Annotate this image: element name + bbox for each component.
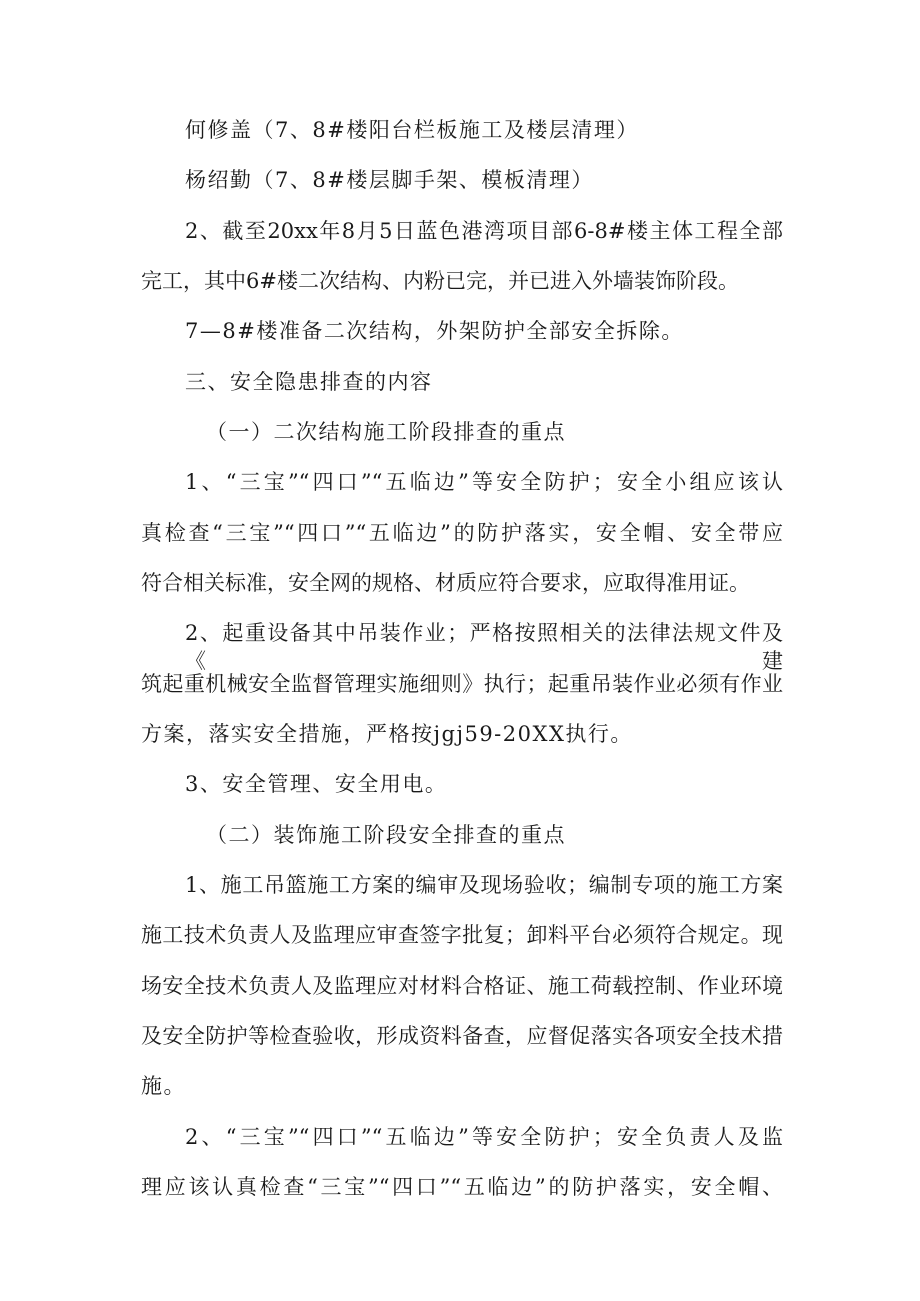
- text-line: 理应该认真检查“三宝”“四口”“五临边”的防护落实，安全帽、: [141, 1175, 783, 1199]
- text-line: 1、施工吊篮施工方案的编审及现场验收；编制专项的施工方案: [185, 873, 783, 897]
- text-line: 方案，落实安全措施，严格按jgj59-20XX执行。: [141, 722, 633, 746]
- text-line: 及安全防护等检查验收，形成资料备查，应督促落实各项安全技术措: [141, 1024, 783, 1048]
- text-line: 7—8#楼准备二次结构，外架防护全部安全拆除。: [185, 319, 684, 343]
- text-line: 完工，其中6#楼二次结构、内粉已完，并已进入外墙装饰阶段。: [141, 269, 739, 293]
- text-line: 符合相关标准，安全网的规格、材质应符合要求，应取得准用证。: [141, 571, 750, 595]
- text-line: 何修盖（7、8#楼阳台栏板施工及楼层清理）: [185, 118, 639, 142]
- text-line: 施。: [141, 1074, 186, 1098]
- text-line: 2、起重设备其中吊装作业；严格按照相关的法律法规文件及《建: [185, 621, 783, 673]
- text-line: 杨绍勤（7、8#楼层脚手架、模板清理）: [185, 168, 594, 192]
- text-line: 1、“三宝”“四口”“五临边”等安全防护；安全小组应该认: [185, 470, 783, 494]
- text-line: 筑起重机械安全监督管理实施细则》执行；起重吊装作业必须有作业: [141, 672, 783, 696]
- text-line: 场安全技术负责人及监理应对材料合格证、施工荷载控制、作业环境: [141, 974, 783, 998]
- section-heading: 三、安全隐患排查的内容: [185, 370, 433, 394]
- subsection-heading: （一）二次结构施工阶段排查的重点: [206, 420, 566, 444]
- text-line: 施工技术负责人及监理应审查签字批复；卸料平台必须符合规定。现: [141, 923, 783, 947]
- text-line: 2、截至20xx年8月5日蓝色港湾项目部6-8#楼主体工程全部: [185, 219, 783, 243]
- subsection-heading: （二）装饰施工阶段安全排查的重点: [206, 823, 566, 847]
- text-line: 3、安全管理、安全用电。: [185, 772, 448, 796]
- text-line: 2、“三宝”“四口”“五临边”等安全防护；安全负责人及监: [185, 1125, 783, 1149]
- text-line: 真检查“三宝”“四口”“五临边”的防护落实，安全帽、安全带应: [141, 521, 783, 545]
